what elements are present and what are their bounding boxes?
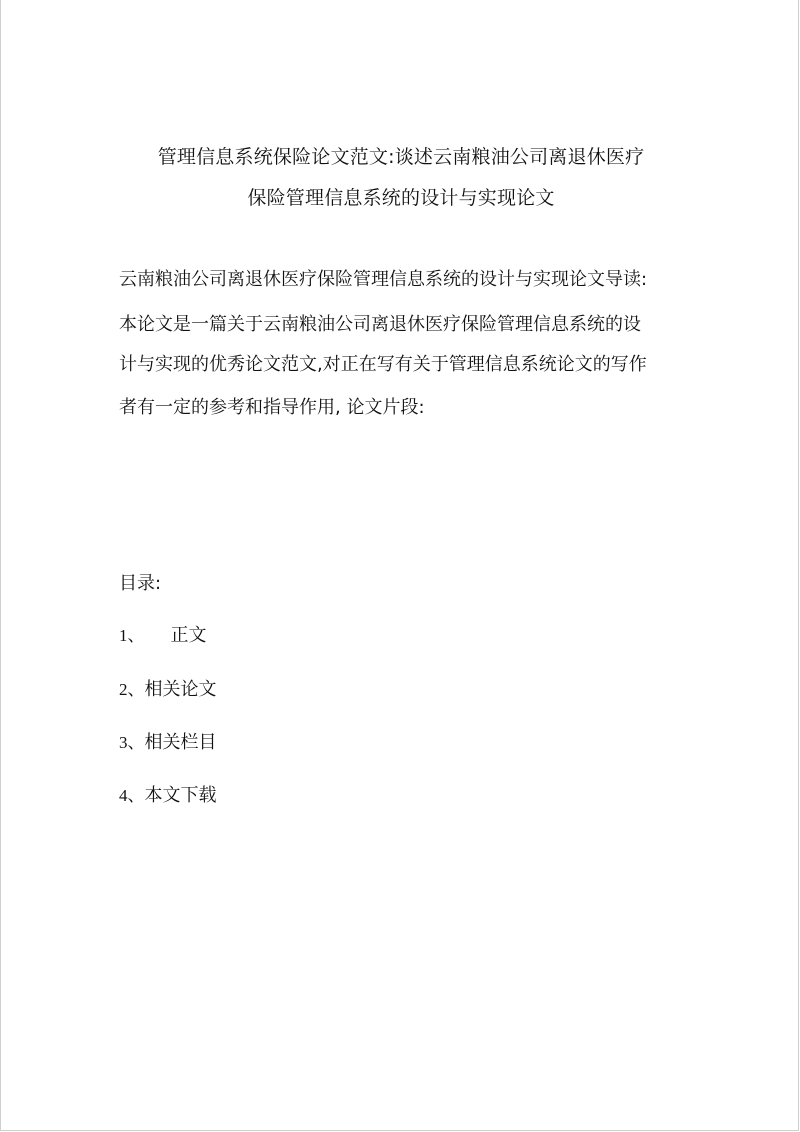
toc-item-main-text[interactable] <box>119 624 207 648</box>
intro-line-4: 者有一定的参考和指导作用, 论文片段: <box>119 397 425 418</box>
intro-line-3: 计与实现的优秀论文范文,对正在写有关于管理信息系统论文的写作 <box>119 354 647 375</box>
toc-item-number: 3、 <box>119 733 145 752</box>
toc-item-number: 1、 <box>119 626 145 645</box>
toc-item-number: 2、 <box>119 680 145 699</box>
intro-line-2: 本论文是一篇关于云南粮油公司离退休医疗保险管理信息系统的设 <box>119 314 641 335</box>
toc-heading: 目录: <box>119 573 162 594</box>
document-title-line-2: 保险管理信息系统的设计与实现论文 <box>247 187 555 209</box>
intro-line-1: 云南粮油公司离退休医疗保险管理信息系统的设计与实现论文导读: <box>119 269 648 290</box>
toc-item-download[interactable] <box>119 784 217 808</box>
toc-item-label: 相关栏目 <box>144 732 217 753</box>
toc-item-number: 4、 <box>119 786 145 805</box>
document-title-line-1: 管理信息系统保险论文范文:谈述云南粮油公司离退休医疗 <box>157 146 645 168</box>
toc-item-label: 本文下载 <box>144 785 217 806</box>
toc-item-label: 相关论文 <box>144 679 217 700</box>
toc-item-related-columns[interactable] <box>119 731 217 755</box>
toc-item-label: 正文 <box>170 625 207 646</box>
toc-item-related-papers[interactable] <box>119 678 217 702</box>
